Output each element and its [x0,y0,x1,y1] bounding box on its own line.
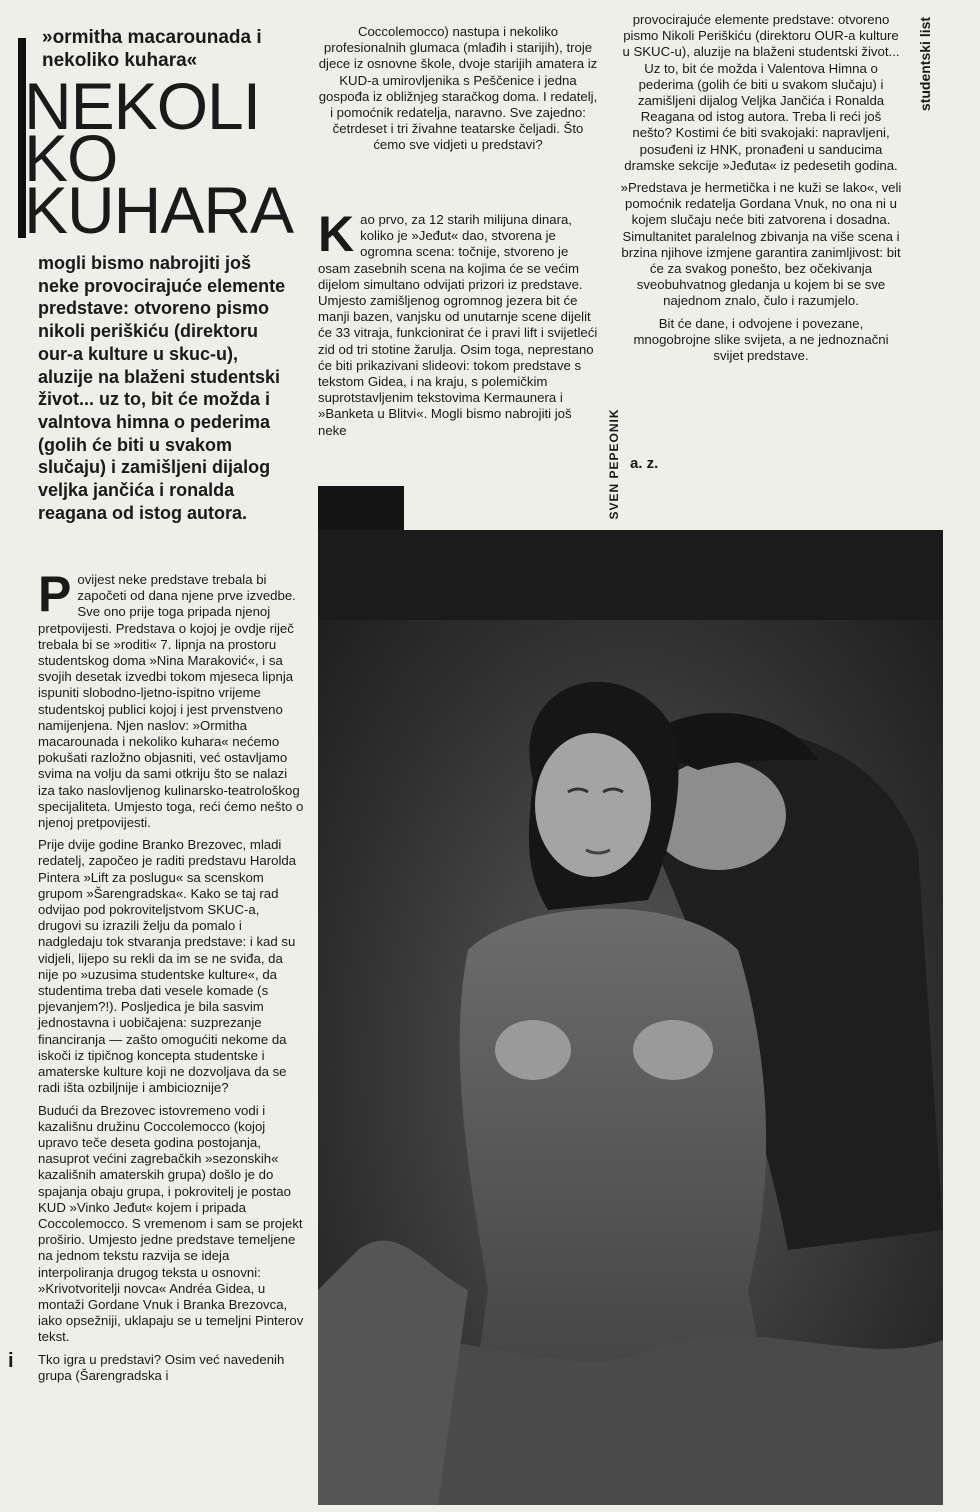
margin-mark: i [8,1350,14,1372]
paragraph-text: ovijest neke predstave trebala bi započeti od dana njene prve izvedbe. Sve ono prije toga pripada njenoj pretpovijesti. Predstava o kojoj je ovdje riječ trebala bi se »roditi« 7. lipnja na prostoru studentskog doma »Nina Maraković«, i sa svojih desetak izvedbi tokom mjeseca lipnja ispuniti slobodno-ljetno-ispitno vrijeme studentskoj publici kojoj i jest prvenstveno namijenjena. Njen naslov: »Ormitha macarounada i nekoliko kuhara« nećemo pokušati razložno objasniti, već ostavljamo svima na volju da sami otkriju što se nalazi iza tako naslovljenog kulinarsko-teatrološkog specijaliteta. Umjesto toga, reći ćemo nešto o njenoj pretpovijesti. [38,572,304,831]
photo-credit-text: SVEN PEPEONIK [607,408,621,520]
kicker: »ormitha macarounada i nekoliko kuhara« [42,27,262,71]
paragraph: »Predstava je hermetička i ne kuži se lako«, veli pomoćnik redatelja Gordana Vnuk, no ona ni u kojem slučaju neće biti zatvorena i dosadna. Simultanitet paralelnog zbivanja na više scena i brzina njihove izmjene garantira zanimljivost: bit će za svakog ponešto, bez očekivanja sveobuhvatnog gledanja u kojem bi se sve najednom znalo, čulo i razumjelo. [620,180,902,309]
paragraph: Budući da Brezovec istovremeno vodi i kazališnu družinu Coccolemocco (kojoj upravo teče deseta godina postojanja, nasuprot većini zagrebačkih »sezonskih« kazališnih amaterskih grupa) došlo je do spajanja obaju grupa, i pokrovitelj je postao KUD »Vinko Jeđut« kojem i pripada Coccolemocco. S vremenom i sam se projekt proširio. Umjesto jedne predstave temeljene na jednom tekstu razvija se ideja interpoliranja drugog teksta u osnovni: »Krivotvoritelji novca« Andréa Gidea, u montaži Gordane Vnuk i Branka Brezovca, iako opsežniji, uklapaju se u temeljni Pinterov tekst. [38,1102,304,1345]
paragraph [38,566,304,831]
article-column-2 [318,206,598,445]
paragraph [318,206,598,439]
article-column-3 [620,12,902,370]
lead-paragraph: mogli bismo nabrojiti još neke provocirajuće elemente predstave: otvoreno pismo nikoli periškiću (direktoru our-a kulture u skuc-u), aluzije na blaženi studentski život... uz to, bit će možda i valntova himna o pederima (golih će biti u svakom slučaju) i zamišljeni dijalog veljka jančića i ronalda reagana od istog autora. [38,253,286,523]
photo-image [318,530,943,1505]
paragraph-text: ao prvo, za 12 starih milijuna dinara, koliko je »Jeđut« dao, stvorena je ogromna scena: točnije, stvoreno je osam zasebnih scena na kojima će se većim dijelom simultano odvijati prizori iz predstave. Umjesto zamišljenog ogromnog jezera bit će manji bazen, vanjsku od unutarnje scene dijelit će 33 vitraja, funkcionirat će i pravi lift i svijetleći zid od tri stotine žarulja. Osim toga, neprestano će biti prikazivani slideovi: tokom predstave s tekstom Gidea, i na kraju, s polemičkim suprotstavljenim tekstovima Kermaunera i »Banketa u Blitvi«. Mogli bismo nabrojiti još neke [318,212,598,438]
headline-line-1: NEKOLI [24,69,261,143]
headline-line-2: KO [24,121,118,195]
article-column-1 [38,566,304,1390]
headline-line-3: KUHARA [24,173,294,247]
section-label-text: studentski list [917,16,933,112]
drop-cap: K [318,206,355,262]
article-column-2-top [318,24,598,160]
photo-credit [604,392,624,542]
paragraph: Bit će dane, i odvojene i povezane, mnogobrojne slike svijeta, a ne jednoznačni svijet predstave. [633,315,889,364]
paragraph: Prije dvije godine Branko Brezovec, mladi redatelj, započeo je raditi predstavu Harolda Pintera »Lift za poslugu« sa scenskom grupom »Šarengradska«. Kako se taj rad odvijao pod pokroviteljstvom SKUC-a, drugovi su izrazili želju da pomalo i nadgledaju tok stvaranja predstave: i kad su vidjeli, lijepo su rekli da im se ne sviđa, da nije po »uzusima studentske kulture«, da studentima treba dati vesele komade (s pjevanjem?!). Posljedica je bila sasvim jednostavna i uobičajena: suzprezanje financiranja — zašto omogućiti nekome da iskoči iz tipičnog koncepta studentske i amaterske kulture koji ne dozvoljava da se radi išta ozbiljnije i ambicioznije? [38,837,297,1096]
author-signature: a. z. [630,455,659,472]
paragraph: provocirajuće elemente predstave: otvoreno pismo Nikoli Periškiću (direktoru OUR-a kulture u SKUC-u), aluzije na blaženi studentski život... Uz to, bit će možda i Valentova Himna o pederima (golih će biti u svakom slučaju) i zamišljeni dijalog Veljka Jančića i Ronalda Reagana od istog autora. Treba li reći još nešto? Kostimi će biti svakojaki: napravljeni, posuđeni iz HNK, pronađeni u sanducima dramske sekcije »Jeđuta« iz pedesetih godina. [622,12,900,173]
paragraph: Coccolemocco) nastupa i nekoliko profesionalnih glumaca (mlađih i starijih), troje djece iz osnovne škole, dvoje starijih amatera iz KUD-a umirovljenika s Peščenice i jedna gospođa iz obližnjeg staračkog doma. I redatelj, i pomoćnik redatelja, naravno. Sve zajedno: četrdeset i tri živahne teatarske čeljadi. Što ćemo sve vidjeti u predstavi? [318,24,598,153]
headline [24,69,304,247]
drop-cap: P [38,566,72,622]
photo-two-performers [318,530,943,1505]
paragraph: Tko igra u predstavi? Osim već navedenih grupa (Šarengradska i [38,1351,285,1383]
section-label [904,4,944,134]
